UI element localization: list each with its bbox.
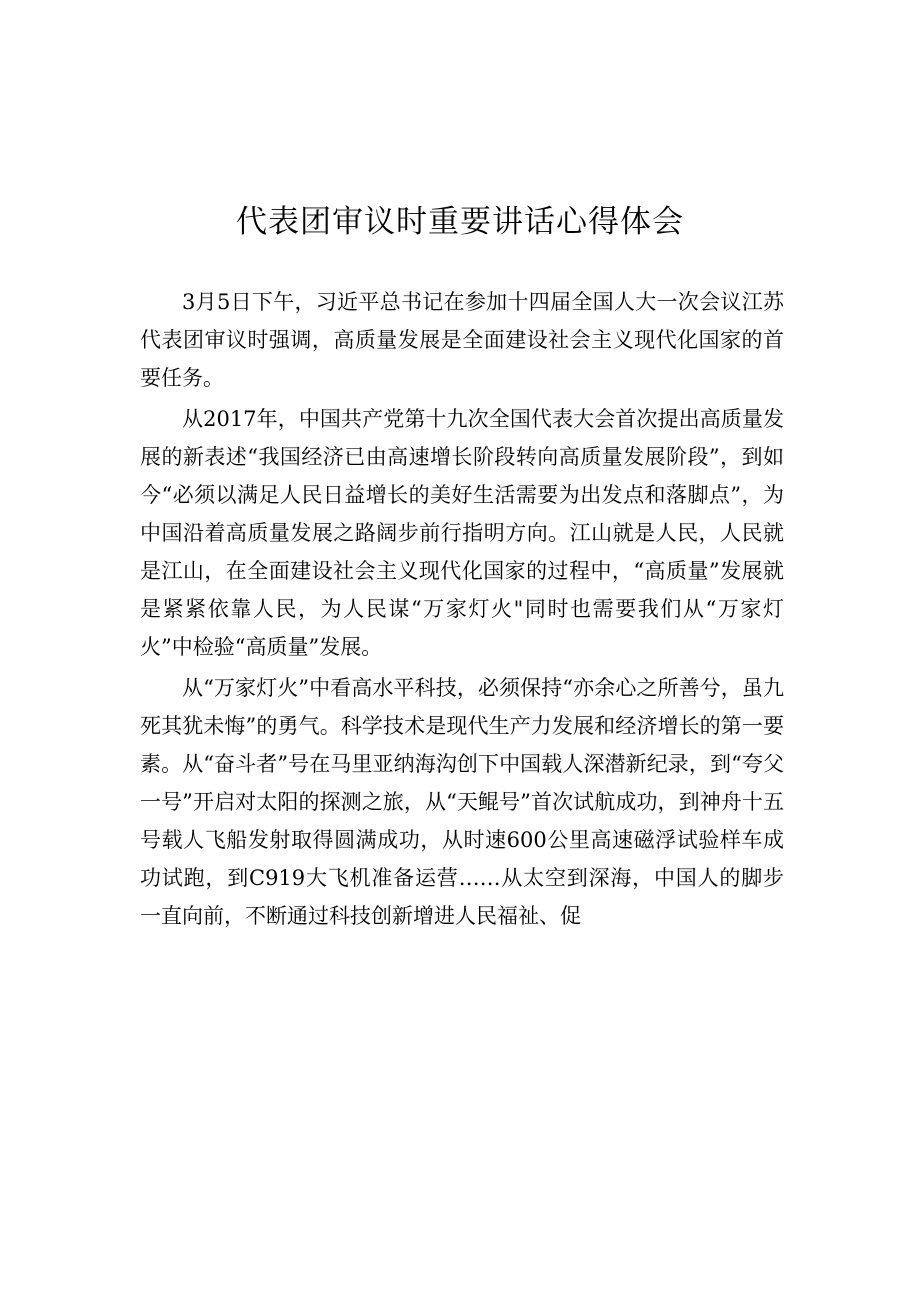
paragraph-2: 从2017年，中国共产党第十九次全国代表大会首次提出高质量发展的新表述“我国经济已由高速增长阶段转向高质量发展阶段”，到如今“必须以满足人民日益增长的美好生活需要为出发点和落脚点”，为中国沿着高质量发展之路阔步前行指明方向。江山就是人民，人民就是江山，在全面建设社会主义现代化国家的过程中，“高质量”发展就是紧紧依靠人民，为人民谋“万家灯火"同时也需要我们从“万家灯火”中检验“高质量”发展。 [140,407,784,659]
document-body [140,283,784,938]
paragraph-1: 3月5日下午，习近平总书记在参加十四届全国人大一次会议江苏代表团审议时强调，高质量发展是全面建设社会主义现代化国家的首要任务。 [140,290,784,390]
paragraph-3: 从“万家灯火”中看高水平科技，必须保持“亦余心之所善兮，虽九死其犹未悔”的勇气。科学技术是现代生产力发展和经济增长的第一要素。从“奋斗者”号在马里亚纳海沟创下中国载人深潜新纪录，到“夸父一号”开启对太阳的探测之旅，从“天鲲号”首次试航成功，到神舟十五号载人飞船发射取得圆满成功，从时速600公里高速磁浮试验样车成功试跑，到C919大飞机准备运营……从太空到深海，中国人的脚步一直向前，不断通过科技创新增进人民福祉、促 [140,676,784,928]
document-title: 代表团审议时重要讲话心得体会 [236,204,684,240]
